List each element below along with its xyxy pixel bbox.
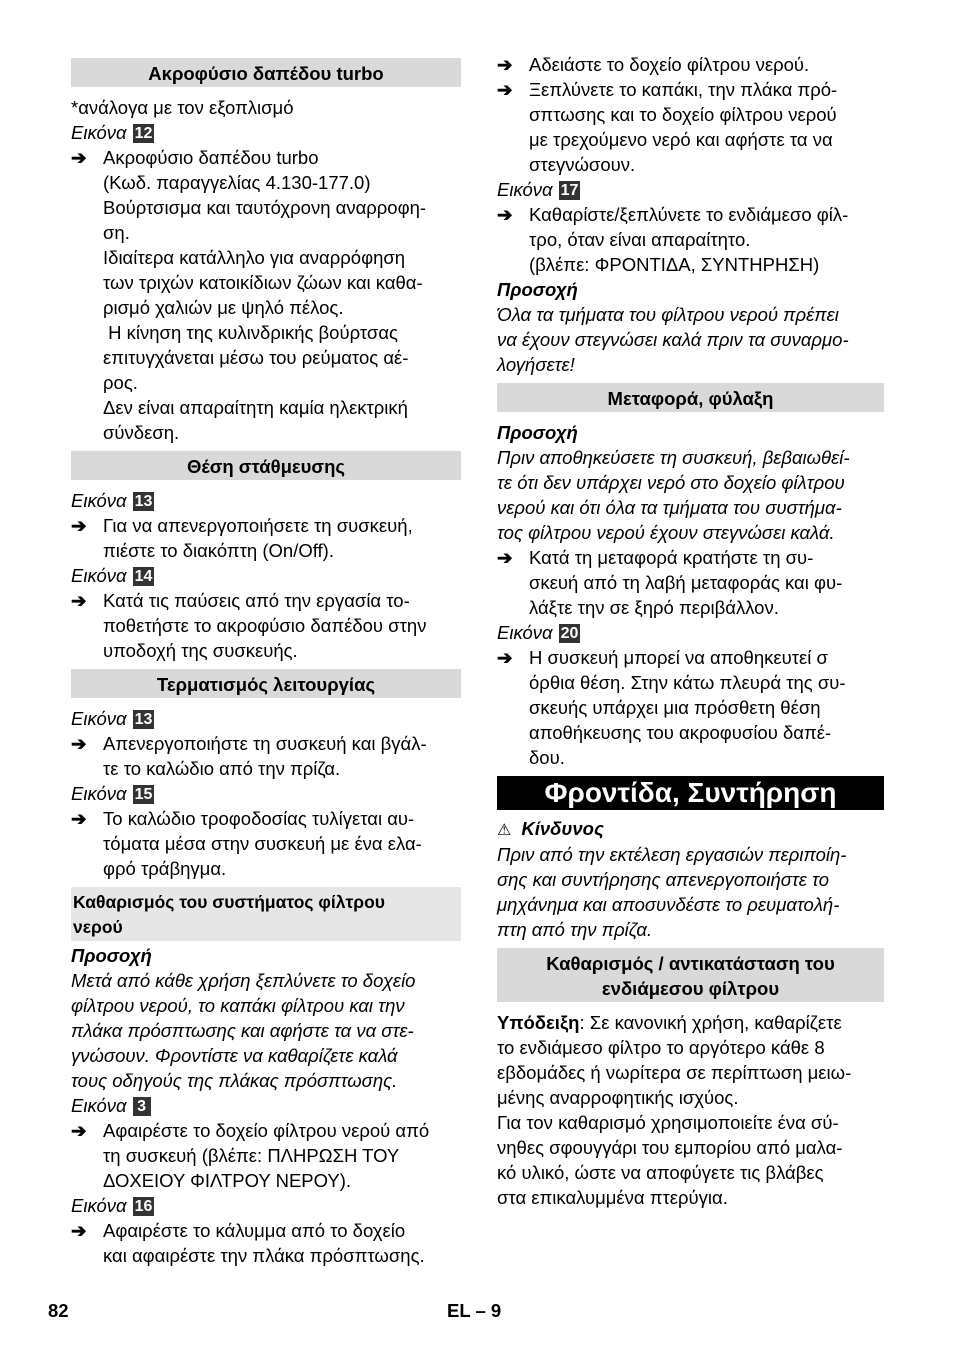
section-heading-turbo-nozzle: Ακροφύσιο δαπέδου turbo: [71, 58, 461, 87]
step-empty-container: ➔ Αδειάστε το δοχείο φίλτρου νερού.: [497, 54, 810, 75]
caution-text: Πριν αποθηκεύσετε τη συσκευή, βεβαιωθεί- τε ότι δεν υπάρχει νερό στο δοχείο φίλτρου νερού και ότι όλα τα τμήματα του συστήμα- τος φίλτρου νερού έχουν στεγνώσει καλά.: [497, 447, 850, 543]
cleaning-paragraph: Για τον καθαρισμό χρησιμοποιείτε ένα σύ- νηθες σφουγγάρι του εμπορίου από μαλα- κό υλικό, ώστε να αποφύγετε τις βλάβες στα επικαλυμμένα πτερύγια.: [497, 1112, 843, 1208]
arrow-icon: ➔: [71, 590, 87, 611]
caution-label: Προσοχή: [497, 422, 578, 443]
arrow-icon: ➔: [497, 79, 513, 100]
arrow-icon: ➔: [71, 1220, 87, 1241]
step-upright-storage: ➔ Η συσκευή μπορεί να αποθηκευτεί σ όρθια θέση. Στην κάτω πλευρά της συ- σκευής υπάρχει μια πρόσθετη θέση αποθήκευσης του ακροφυσίου δαπέ- δου.: [497, 647, 846, 768]
arrow-icon: ➔: [497, 204, 513, 225]
chapter-heading-care-maintenance: Φροντίδα, Συντήρηση: [497, 776, 884, 810]
language-page-code: EL – 9: [447, 1300, 502, 1321]
page-number: 82: [48, 1300, 69, 1321]
step-unplug: ➔ Απενεργοποιήστε τη συσκευή και βγάλ- τε το καλώδιο από την πρίζα.: [71, 733, 427, 779]
step-cable-rewind: ➔ Το καλώδιο τροφοδοσίας τυλίγεται αυ- τόματα μέσα στην συσκευή με ένα ελα- φρό τράβηγμα.: [71, 808, 422, 879]
figure-number: 12: [134, 125, 153, 142]
arrow-icon: ➔: [71, 1120, 87, 1141]
section-heading-shutdown: Τερματισμός λειτουργίας: [71, 669, 461, 698]
arrow-icon: ➔: [71, 147, 87, 168]
step-park-nozzle: ➔ Κατά τις παύσεις από την εργασία το- ποθετήστε το ακροφύσιο δαπέδου στην υποδοχή της συσκευής.: [71, 590, 427, 661]
caution-label: Προσοχή: [71, 945, 152, 966]
arrow-icon: ➔: [71, 515, 87, 536]
step-turbo-nozzle: ➔ Ακροφύσιο δαπέδου turbo (Κωδ. παραγγελίας 4.130-177.0) Βούρτσισμα και ταυτόχρονη αναρροφη- ση. Ιδιαίτερα κατάλληλο για αναρρόφηση των τριχών κατοικίδιων ζώων και καθα- ρισμό χαλιών με ψηλό πέλος. Η κίνηση της κυλινδρικής βούρτσας επιτυγχάνεται μέσω του ρεύματος αέ- ρος. Δεν είναι απαραίτητη καμία ηλεκτρική σύνδεση.: [71, 147, 427, 443]
figure-ref: Εικόνα 16: [71, 1195, 153, 1216]
step-switch-off: ➔ Για να απενεργοποιήσετε τη συσκευή, πιέστε το διακόπτη (On/Off).: [71, 515, 413, 561]
figure-number: 20: [560, 625, 579, 642]
figure-ref: Εικόνα 20: [497, 622, 579, 643]
section-heading-transport-storage: Μεταφορά, φύλαξη: [497, 383, 884, 412]
left-column: [71, 52, 461, 1268]
figure-number: 13: [134, 711, 153, 728]
warning-icon: ⚠: [497, 820, 512, 839]
arrow-icon: ➔: [497, 54, 513, 75]
equipment-note: *ανάλογα με τον εξοπλισμό: [71, 97, 294, 118]
figure-number: 14: [134, 568, 153, 585]
figure-ref: Εικόνα 12: [71, 122, 153, 143]
section-heading-parking: Θέση στάθμευσης: [71, 451, 461, 480]
step-carry-device: ➔ Κατά τη μεταφορά κρατήστε τη συ- σκευή από τη λαβή μεταφοράς και φυ- λάξτε την σε ξηρό περιβάλλον.: [497, 547, 843, 618]
arrow-icon: ➔: [71, 733, 87, 754]
figure-number: 3: [133, 1097, 151, 1116]
figure-number: 13: [134, 493, 153, 510]
arrow-icon: ➔: [497, 647, 513, 668]
caution-text: Μετά από κάθε χρήση ξεπλύνετε το δοχείο φίλτρου νερού, το καπάκι φίλτρου και την πλάκα πρόσπτωσης και αφήστε τα να στε- γνώσουν. Φροντίστε να καθαρίζετε καλά τους οδηγούς της πλάκας πρόσπτωσης.: [71, 970, 416, 1091]
figure-ref: Εικόνα 15: [71, 783, 153, 804]
danger-text: Πριν από την εκτέλεση εργασιών περιποίη- σης και συντήρησης απενεργοποιήστε το μηχάνημα και αποσυνδέστε το ρευματολή- πτη από την πρίζα.: [497, 844, 847, 940]
hint-label: Υπόδειξη: [497, 1012, 580, 1033]
figure-number: 17: [560, 182, 579, 199]
figure-ref: Εικόνα 3: [71, 1093, 461, 1118]
step-remove-container: ➔ Αφαιρέστε το δοχείο φίλτρου νερού από τη συσκευή (βλέπε: ΠΛΗΡΩΣΗ ΤΟΥ ΔΟΧΕΙΟΥ ΦΙΛΤΡΟΥ ΝΕΡΟΥ).: [71, 1120, 430, 1191]
figure-ref: Εικόνα 13: [71, 490, 153, 511]
caution-label: Προσοχή: [497, 279, 578, 300]
hint-paragraph: Υπόδειξη: Σε κανονική χρήση, καθαρίζετε το ενδιάμεσο φίλτρο το αργότερο κάθε 8 εβδομάδες ή νωρίτερα σε περίπτωση μειω- μένης αναρροφητικής ισχύος.: [497, 1012, 852, 1108]
figure-ref: Εικόνα 14: [71, 565, 153, 586]
arrow-icon: ➔: [497, 547, 513, 568]
figure-number: 15: [134, 786, 153, 803]
caution-text: Όλα τα τμήματα του φίλτρου νερού πρέπει να έχουν στεγνώσει καλά πριν τα συναρμο- λογήσετε!: [497, 304, 849, 375]
figure-ref: Εικόνα 17: [497, 179, 579, 200]
section-heading-filter-replacement: Καθαρισμός / αντικατάσταση του ενδιάμεσου φίλτρου: [497, 948, 884, 1002]
subsection-heading-water-filter: Καθαρισμός του συστήματος φίλτρου νερού: [71, 887, 461, 941]
step-remove-cover: ➔ Αφαιρέστε το κάλυμμα από το δοχείο και αφαιρέστε την πλάκα πρόσπτωσης.: [71, 1220, 425, 1266]
figure-ref: Εικόνα 13: [71, 708, 153, 729]
step-clean-intermediate-filter: ➔ Καθαρίστε/ξεπλύνετε το ενδιάμεσο φίλ- τρο, όταν είναι απαραίτητο. (βλέπε: ΦΡΟΝΤΙΔΑ, ΣΥΝΤΗΡΗΣΗ): [497, 204, 849, 275]
step-rinse-parts: ➔ Ξεπλύνετε το καπάκι, την πλάκα πρό- σπτωσης και το δοχείο φίλτρου νερού με τρεχούμενο νερό και αφήστε τα να στεγνώσουν.: [497, 79, 838, 175]
danger-label: ⚠ Κίνδυνος: [497, 818, 604, 839]
figure-number: 16: [134, 1198, 153, 1215]
right-column: [497, 52, 884, 1210]
arrow-icon: ➔: [71, 808, 87, 829]
